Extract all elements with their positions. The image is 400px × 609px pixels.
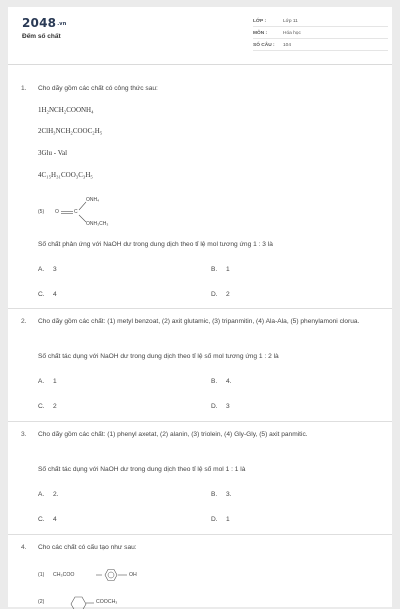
option-value: 1: [53, 378, 57, 385]
site-logo[interactable]: [22, 16, 67, 30]
meta-count-row: [253, 40, 388, 51]
meta-count-label: SỐ CÂU :: [253, 43, 275, 48]
option-letter: C.: [38, 291, 45, 298]
logo-text: 2048: [22, 16, 57, 30]
worksheet-title: Đếm số chất: [22, 33, 61, 40]
meta-count-value: 104: [283, 43, 292, 48]
option-letter: B.: [211, 378, 218, 385]
worksheet-header: [8, 7, 392, 64]
option-value: 1: [226, 516, 230, 523]
question-text: Cho dãy gồm các chất: (1) metyl benzoat, (2) axit glutamic, (3) tripanmitin, (4) Ala-Ala, (5) phenylamoni clorua.: [38, 318, 360, 325]
question-text: Cho các chất có cấu tạo như sau:: [38, 544, 137, 551]
structure-top-group: ONH₄: [86, 197, 100, 203]
option-letter: A.: [38, 378, 45, 385]
meta-subject-row: [253, 28, 388, 39]
option-letter: D.: [211, 516, 218, 523]
option-letter: C.: [38, 516, 45, 523]
structure-2-label: (2): [38, 599, 45, 605]
option-c[interactable]: [38, 403, 57, 410]
structure-label: (5): [38, 209, 45, 215]
question-text: Cho dãy gồm các chất có công thức sau:: [38, 85, 158, 92]
option-letter: D.: [211, 403, 218, 410]
meta-class-value: Lớp 11: [283, 19, 298, 24]
question-number: 4.: [21, 544, 27, 551]
question-number: 1.: [21, 85, 27, 92]
option-b[interactable]: [211, 266, 230, 273]
meta-subject-label: MÔN :: [253, 31, 268, 36]
question-3-prompt: Số chất tác dụng với NaOH dư trong dung dịch theo tỉ lệ số mol 1 : 1 là: [38, 466, 246, 473]
option-a[interactable]: [38, 491, 59, 498]
structure-5: [38, 196, 158, 228]
option-letter: A.: [38, 491, 45, 498]
structure-1-left-group: CH₃COO: [53, 572, 75, 578]
formula-1: 1H₂NCH₂COONH₄: [38, 106, 94, 114]
meta-class-label: LỚP :: [253, 19, 267, 24]
option-letter: B.: [211, 491, 218, 498]
option-d[interactable]: [211, 516, 230, 523]
structures-q4: [38, 569, 158, 609]
structure-carbon: C: [74, 209, 78, 215]
formula-4: 4C₁₅H₃₁COO₃C₃H₅: [38, 171, 93, 179]
structure-1-right-group: OH: [129, 572, 137, 578]
option-letter: B.: [211, 266, 218, 273]
option-value: 2.: [53, 491, 59, 498]
option-value: 2: [226, 291, 230, 298]
formula-3: 3Glu - Val: [38, 149, 68, 157]
worksheet-page: [8, 7, 392, 607]
question-1-prompt: Số chất phản ứng với NaOH dư trong dung dịch theo tỉ lệ mol tương ứng 1 : 3 là: [38, 241, 273, 248]
benzene-rings: [38, 569, 158, 609]
option-value: 3: [226, 403, 230, 410]
option-letter: A.: [38, 266, 45, 273]
question-divider: [8, 534, 392, 535]
meta-class-row: [253, 16, 388, 27]
option-value: 2: [53, 403, 57, 410]
logo-suffix: .vn: [57, 20, 67, 27]
option-value: 3.: [226, 491, 232, 498]
option-value: 3: [53, 266, 57, 273]
structure-bottom-group: ONH₃CH₃: [86, 221, 109, 227]
option-b[interactable]: [211, 378, 232, 385]
option-c[interactable]: [38, 291, 57, 298]
question-number: 3.: [21, 431, 27, 438]
option-b[interactable]: [211, 491, 232, 498]
meta-subject-value: Hóa học: [283, 31, 301, 36]
structure-2-right-group: COOCH₃: [96, 599, 118, 605]
option-value: 4: [53, 516, 57, 523]
formula-2: 2ClH₃NCH₂COOC₂H₅: [38, 127, 103, 135]
question-2-prompt: Số chất tác dụng với NaOH dư trong dung dịch theo tỉ lệ số mol tương ứng 1 : 2 là: [38, 353, 279, 360]
option-d[interactable]: [211, 403, 230, 410]
option-letter: C.: [38, 403, 45, 410]
option-d[interactable]: [211, 291, 230, 298]
option-a[interactable]: [38, 266, 57, 273]
option-value: 4.: [226, 378, 232, 385]
option-a[interactable]: [38, 378, 57, 385]
option-c[interactable]: [38, 516, 57, 523]
option-value: 1: [226, 266, 230, 273]
option-letter: D.: [211, 291, 218, 298]
structure-1-label: (1): [38, 572, 45, 578]
question-divider: [8, 308, 392, 309]
structure-bonds: [38, 196, 158, 228]
header-divider: [8, 64, 392, 65]
structure-oxygen: O: [55, 209, 59, 215]
question-number: 2.: [21, 318, 27, 325]
question-divider: [8, 421, 392, 422]
option-value: 4: [53, 291, 57, 298]
question-text: Cho dãy gồm các chất: (1) phenyl axetat, (2) alanin, (3) triolein, (4) Gly-Gly, (5) axit panmitic.: [38, 431, 308, 438]
